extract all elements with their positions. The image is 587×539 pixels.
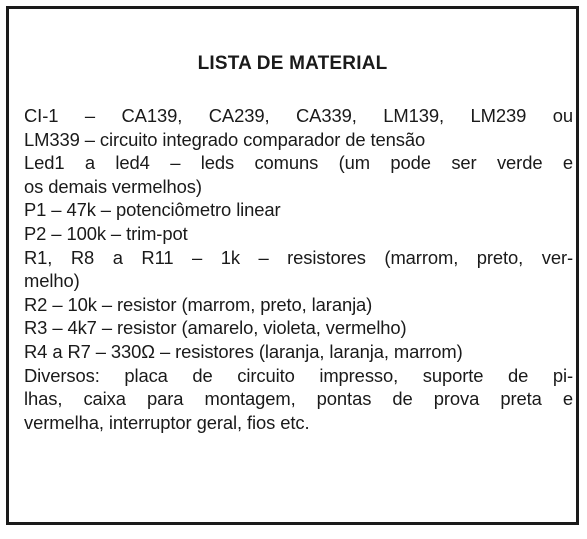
list-item-line: R3 – 4k7 – resistor (amarelo, violeta, vermelho): [24, 317, 407, 339]
list-item-r1-r8-r11: [24, 246, 573, 293]
list-item-p2: [24, 222, 573, 246]
list-item-line: os demais vermelhos): [24, 175, 202, 197]
list-item-line: Led1 a led4 – leds comuns (um pode ser verde e: [24, 152, 573, 174]
list-item-line: lhas, caixa para montagem, pontas de prova preta e: [24, 388, 573, 410]
list-item-line: LM339 – circuito integrado comparador de tensão: [24, 128, 426, 150]
list-item-r3: [24, 316, 573, 340]
list-item-line: vermelha, interruptor geral, fios etc.: [24, 411, 310, 433]
list-item-r4-r7: [24, 340, 573, 364]
list-item-diversos: [24, 364, 573, 435]
list-item-line: R1, R8 a R11 – 1k – resistores (marrom, preto, ver-: [24, 246, 573, 268]
list-title: LISTA DE MATERIAL: [197, 53, 388, 74]
list-item-line: R2 – 10k – resistor (marrom, preto, laranja): [24, 293, 373, 315]
list-item-line: melho): [24, 270, 80, 292]
list-item-leds: [24, 151, 573, 198]
list-item-line: Diversos: placa de circuito impresso, suporte de pi-: [24, 364, 573, 386]
list-item-line: R4 a R7 – 330Ω – resistores (laranja, laranja, marrom): [24, 340, 463, 362]
list-item-line: P2 – 100k – trim-pot: [24, 222, 188, 244]
list-item-r2: [24, 293, 573, 317]
list-item-line: P1 – 47k – potenciômetro linear: [24, 199, 281, 221]
list-item-p1: [24, 198, 573, 222]
material-list: [24, 104, 573, 434]
list-item-line: CI-1 – CA139, CA239, CA339, LM139, LM239 ou: [24, 105, 573, 126]
material-list-box: [6, 6, 579, 525]
list-item-ci1: [24, 104, 573, 151]
